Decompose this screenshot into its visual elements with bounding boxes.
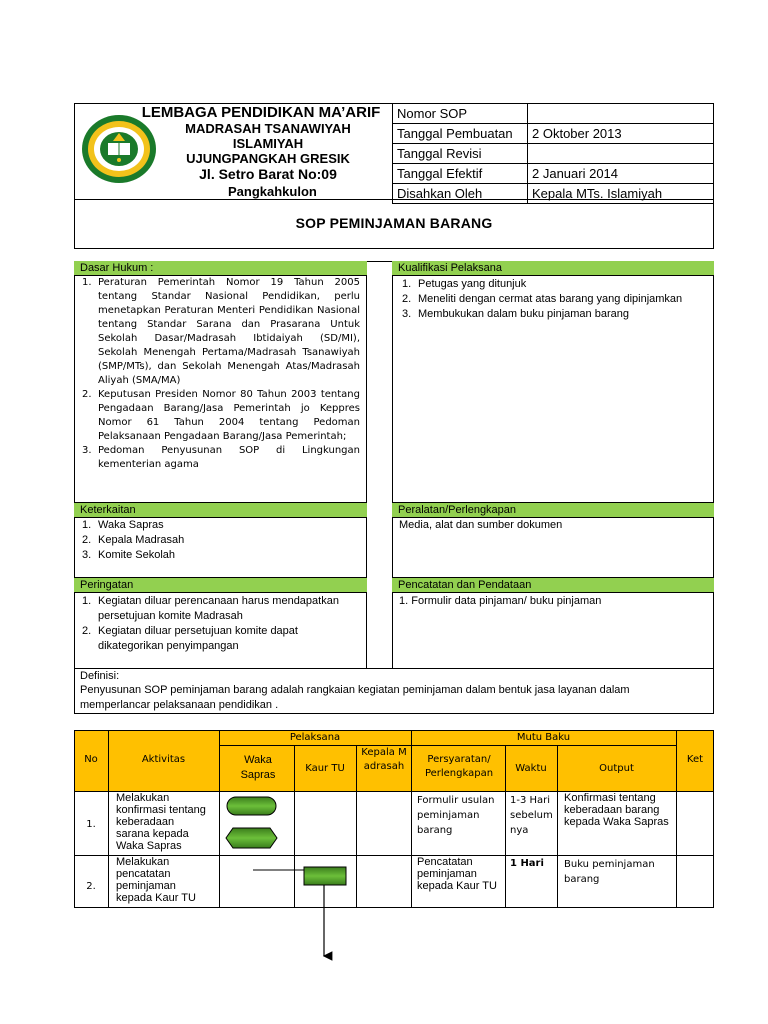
list-item (76, 533, 360, 548)
kualifikasi-list (396, 277, 712, 322)
terminator-shape (227, 797, 276, 815)
list-number: 1. (82, 595, 92, 607)
kualifikasi-heading: Kualifikasi Pelaksana (392, 261, 714, 276)
list-item (396, 292, 712, 307)
meta-value (528, 144, 714, 164)
list-item (76, 444, 360, 472)
list-number: 2. (82, 625, 92, 637)
meta-row (393, 124, 714, 144)
school-name-line3: UJUNGPANGKAH GRESIK (186, 151, 350, 166)
row1-aktivitas: Melakukan konfirmasi tentang keberadaan sarana kepada Waka Sapras (116, 792, 206, 852)
list-text: Keputusan Presiden Nomor 80 Tahun 2003 tentang Pengadaan Barang/Jasa Pemerintah jo Keppres Nomor 61 Tahun 2004 tentang Pedoman Pelaksanaan Pengadaan Barang/Jasa Pemerintah; (98, 389, 360, 442)
peringatan-heading: Peringatan (74, 578, 367, 593)
list-item (76, 388, 360, 444)
list-item (76, 518, 360, 533)
list-text: Kegiatan diluar persetujuan komite dapat dikategorikan penyimpangan (98, 625, 298, 652)
row2-output: Buku peminjaman barang (564, 859, 655, 885)
address-line2: Pangkahkulon (228, 184, 317, 199)
keterkaitan-list (76, 518, 360, 563)
row2-aktivitas: Melakukan pencatatan peminjaman kepada Kaur TU (116, 856, 196, 904)
list-text: Peraturan Pemerintah Nomor 19 Tahun 2005 tentang Standar Nasional Pendidikan, perlu menetapkan Peraturan Menteri Pendidikan Nasional tentang Standar Sarana dan Prasarana Untuk Sekolah Dasar/Madrasah Ibtidaiyah (SD/MI), Sekolah Menengah Pertama/Madrasah Tsanawiyah (SMP/MTs), dan Sekolah Menengah Atas/Madrasah Aliyah (SMA/MA) (98, 277, 360, 386)
meta-row (393, 144, 714, 164)
list-item (76, 548, 360, 563)
meta-label: Tanggal Revisi (393, 144, 528, 164)
list-item (396, 307, 712, 322)
list-text: Komite Sekolah (98, 549, 176, 561)
list-number: 3. (82, 445, 92, 456)
flowchart-shapes (220, 790, 360, 970)
info-gap-column (366, 261, 393, 669)
list-text: Waka Sapras (98, 519, 164, 531)
list-item (76, 594, 364, 624)
preparation-shape (226, 828, 277, 848)
pencatatan-heading: Pencatatan dan Pendataan (392, 578, 714, 593)
meta-label: Disahkan Oleh (393, 184, 528, 204)
dasar-hukum-list (76, 276, 360, 472)
meta-label: Nomor SOP (393, 104, 528, 124)
list-item (76, 624, 364, 654)
meta-value (528, 104, 714, 124)
col-aktivitas: Aktivitas (141, 754, 186, 765)
school-name-line1: MADRASAH TSANAWIYAH (185, 121, 351, 136)
meta-value: Kepala MTs. Islamiyah (528, 184, 714, 204)
definisi-text: Penyusunan SOP peminjaman barang adalah rangkaian kegiatan peminjaman dalam bentuk jasa layanan dalam memperlancar pelaksanaan pendidikan . (80, 684, 630, 711)
address-line1: Jl. Setro Barat No:09 (199, 166, 337, 182)
list-number: 2. (402, 293, 412, 305)
list-number: 3. (82, 549, 92, 561)
process-shape (304, 867, 346, 885)
row1-no: 1. (86, 819, 96, 830)
col-ket: Ket (686, 754, 704, 765)
row2-waktu: 1 Hari (510, 858, 544, 869)
definisi-heading: Definisi: (80, 670, 120, 682)
list-text: Meneliti dengan cermat atas barang yang dipinjamkan (418, 293, 683, 305)
sop-title: SOP PEMINJAMAN BARANG (295, 215, 493, 231)
meta-row (393, 184, 714, 204)
meta-value: 2 Januari 2014 (528, 164, 714, 184)
meta-label: Tanggal Pembuatan (393, 124, 528, 144)
dasar-hukum-heading: Dasar Hukum : (74, 261, 367, 276)
row1-persyaratan: Formulir usulan peminjaman barang (417, 795, 495, 836)
row1-output: Konfirmasi tentang keberadaan barang kepada Waka Sapras (564, 792, 669, 828)
peralatan-heading: Peralatan/Perlengkapan (392, 503, 714, 518)
row1-waktu: 1-3 Hari sebelumnya (510, 795, 553, 836)
list-text: Kegiatan diluar perencanaan harus mendapatkan persetujuan komite Madrasah (98, 595, 339, 622)
list-text: Pedoman Penyusunan SOP di Lingkungan kementerian agama (98, 445, 360, 470)
peringatan-list (76, 594, 364, 654)
list-text: Petugas yang ditunjuk (418, 278, 527, 290)
meta-row (393, 104, 714, 124)
sub-persyaratan: Persyaratan/ Perlengkapan (424, 754, 494, 779)
flow-table (74, 730, 714, 908)
sub-waktu: Waktu (515, 763, 547, 774)
peralatan-text: Media, alat dan sumber dokumen (399, 519, 563, 531)
sop-meta-table (392, 103, 714, 204)
row2-no: 2. (86, 881, 96, 892)
list-number: 1. (402, 278, 412, 290)
list-number: 2. (82, 534, 92, 546)
list-text: Kepala Madrasah (98, 534, 185, 546)
row2-persyaratan: Pencatatan peminjaman kepada Kaur TU (417, 856, 497, 892)
col-no: No (84, 754, 98, 765)
list-number: 1. (82, 519, 92, 531)
meta-label: Tanggal Efektif (393, 164, 528, 184)
pencatatan-text: 1. Formulir data pinjaman/ buku pinjaman (399, 595, 602, 607)
list-number: 2. (82, 389, 92, 400)
school-name-line2: ISLAMIYAH (232, 136, 304, 151)
sub-output: Output (599, 763, 634, 774)
meta-row (393, 164, 714, 184)
list-item (76, 276, 360, 388)
list-text: Membukukan dalam buku pinjaman barang (418, 308, 629, 320)
institution-name: LEMBAGA PENDIDIKAN MA’ARIF (141, 104, 381, 121)
list-item (396, 277, 712, 292)
sub-waka: Waka Sapras (240, 754, 276, 781)
list-number: 1. (82, 277, 92, 288)
list-number: 3. (402, 308, 412, 320)
sub-kaur: Kaur TU (305, 763, 345, 774)
col-pelaksana: Pelaksana (289, 732, 341, 743)
sub-kepala: Kepala Madrasah (361, 747, 407, 772)
col-mutu-baku: Mutu Baku (516, 732, 571, 743)
keterkaitan-heading: Keterkaitan (74, 503, 367, 518)
school-logo (80, 113, 158, 185)
meta-value: 2 Oktober 2013 (528, 124, 714, 144)
